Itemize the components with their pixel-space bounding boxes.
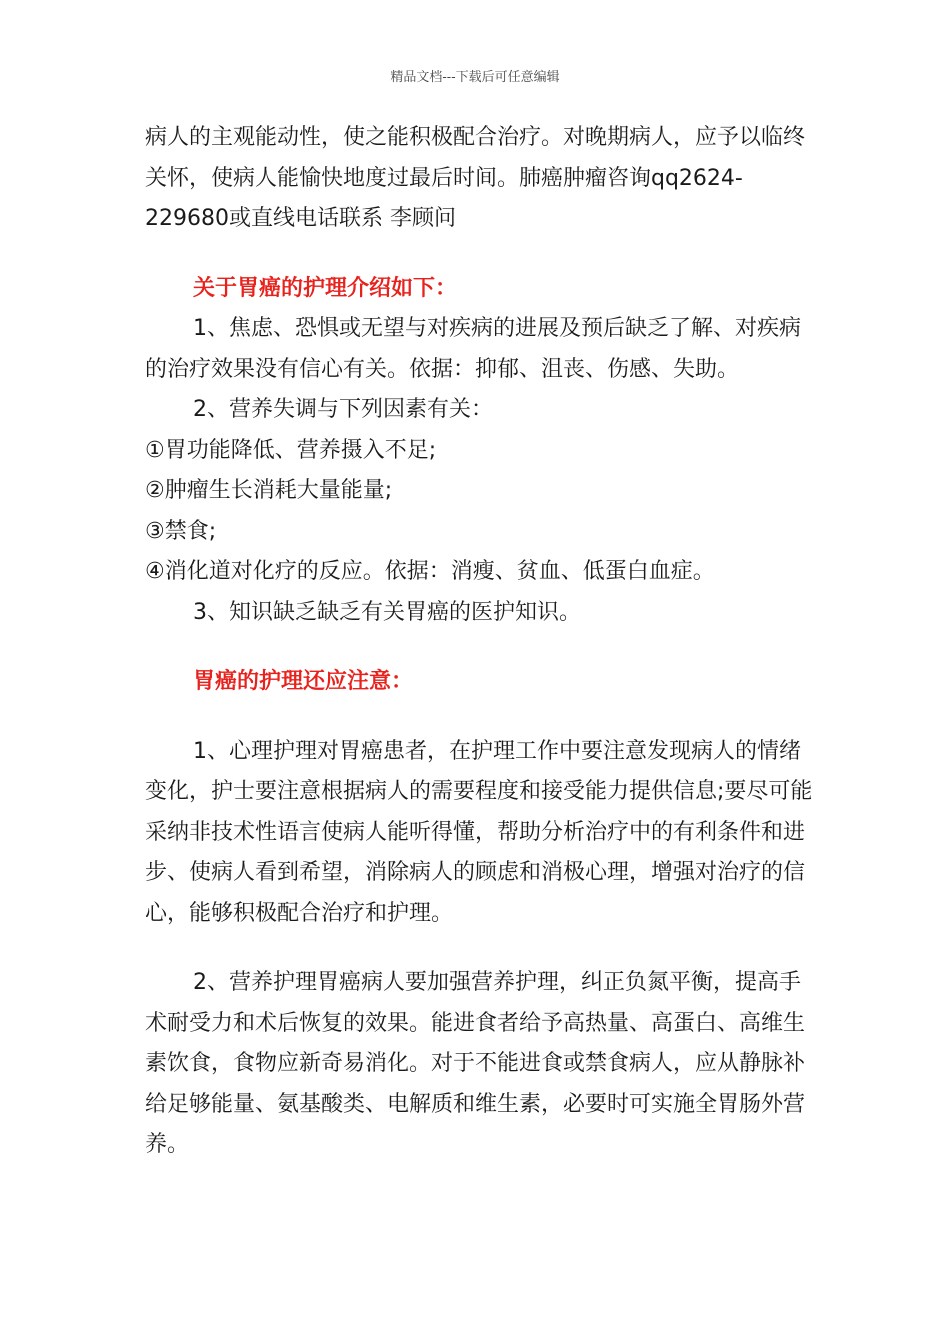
list-item: ④消化道对化疗的反应。依据：消瘦、贫血、低蛋白血症。 bbox=[145, 559, 715, 584]
list-item: ③禁食; bbox=[145, 518, 217, 544]
section-heading-care-intro: 关于胃癌的护理介绍如下： bbox=[193, 275, 458, 301]
paragraph-knowledge: 3、知识缺乏缺乏有关胃癌的医护知识。 bbox=[193, 599, 581, 625]
document-body bbox=[145, 118, 815, 1166]
paragraph-anxiety: 1、焦虑、恐惧或无望与对疾病的进展及预后缺乏了解、对疾病的治疗效果没有信心有关。依据：抑郁、沮丧、伤感、失助。 bbox=[145, 316, 801, 382]
list-item: ①胃功能降低、营养摄入不足; bbox=[145, 437, 437, 463]
paragraph-psychological-care: 1、心理护理对胃癌患者，在护理工作中要注意发现病人的情绪变化，护士要注意根据病人的需要程度和接受能力提供信息;要尽可能采纳非技术性语言使病人能听得懂，帮助分析治疗中的有利条件和进步、使病人看到希望，消除病人的顾虑和消极心理，增强对治疗的信心，能够积极配合治疗和护理。 bbox=[145, 738, 813, 926]
list-item: ②肿瘤生长消耗大量能量; bbox=[145, 478, 393, 503]
intro-paragraph: 病人的主观能动性，使之能积极配合治疗。对晚期病人，应予以临终关怀，使病人能愉快地度过最后时间。肺癌肿瘤咨询qq2624-229680或直线电话联系 李顾问 bbox=[145, 125, 806, 231]
paragraph-nutrition-factors: 2、营养失调与下列因素有关： bbox=[193, 397, 493, 422]
page-header: 精品文档---下载后可任意编辑 bbox=[390, 70, 560, 85]
section-heading-care-notes: 胃癌的护理还应注意： bbox=[193, 669, 414, 694]
paragraph-nutrition-care: 2、营养护理胃癌病人要加强营养护理，纠正负氮平衡，提高手术耐受力和术后恢复的效果。能进食者给予高热量、高蛋白、高维生素饮食，食物应新奇易消化。对于不能进食或禁食病人，应从静脉补给足够能量、氨基酸类、电解质和维生素，必要时可实施全胃肠外营养。 bbox=[145, 970, 806, 1157]
